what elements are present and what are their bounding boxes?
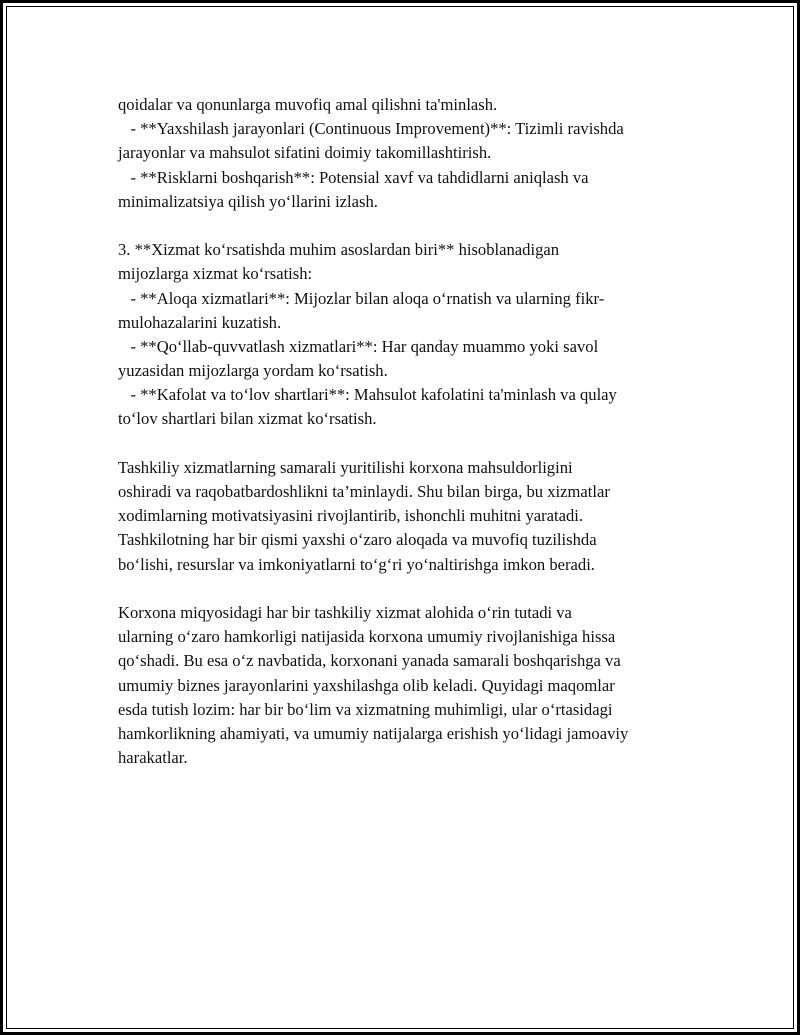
text-line: umumiy biznes jarayonlarini yaxshilashga olib keladi. Quyidagi maqomlar (118, 675, 615, 695)
text-line: mijozlarga xizmat ko‘rsatish: (118, 264, 313, 284)
text-line: oshiradi va raqobatbardoshlikni ta’minlaydi. Shu bilan birga, bu xizmatlar (118, 482, 610, 501)
paragraph-gap (118, 432, 693, 456)
text-line: - **Risklarni boshqarish**: Potensial xavf va tahdidlarni aniqlash va (118, 167, 589, 187)
text-line: minimalizatsiya qilish yo‘llarini izlash. (118, 191, 378, 211)
text-line: bo‘lishi, resurslar va imkoniyatlarni to‘g‘ri yo‘naltirishga imkon beradi. (118, 554, 595, 574)
list-2-tail (118, 93, 693, 214)
text-line: mulohazalarini kuzatish. (118, 312, 282, 332)
text-line: 3. **Xizmat ko‘rsatishda muhim asoslardan biri** hisoblanadigan (118, 240, 560, 260)
text-line: Korxona miqyosidagi har bir tashkiliy xizmat alohida o‘rin tutadi va (118, 602, 572, 622)
text-line: hamkorlikning ahamiyati, va umumiy natijalarga erishish yo‘lidagi jamoaviy (118, 723, 629, 743)
text-line: to‘lov shartlari bilan xizmat ko‘rsatish. (118, 409, 377, 429)
text-line: yuzasidan mijozlarga yordam ko‘rsatish. (118, 361, 388, 381)
text-line: - **Yaxshilash jarayonlari (Continuous Improvement)**: Tizimli ravishda (118, 119, 624, 139)
text-line: Tashkiliy xizmatlarning samarali yuritilishi korxona mahsuldorligini (118, 457, 573, 477)
text-line: esda tutish lozim: har bir bo‘lim va xizmatning muhimligi, ular o‘rtasidagi (118, 699, 613, 719)
paragraph-gap (118, 214, 693, 238)
text-line: - **Qo‘llab-quvvatlash xizmatlari**: Har qanday muammo yoki savol (118, 336, 599, 356)
text-line: Tashkilotning har bir qismi yaxshi o‘zaro aloqada va muvofiq tuzilishda (118, 530, 597, 550)
text-line: qoidalar va qonunlarga muvofiq amal qilishni ta'minlash. (118, 95, 498, 114)
paragraph-1 (118, 456, 693, 577)
text-line: ularning o‘zaro hamkorligi natijasida korxona umumiy rivojlanishiga hissa (118, 627, 616, 647)
list-3 (118, 238, 693, 432)
text-line: xodimlarning motivatsiyasini rivojlantirib, ishonchli muhitni yaratadi. (118, 506, 584, 526)
text-line: jarayonlar va mahsulot sifatini doimiy takomillashtirish. (118, 143, 492, 163)
text-line: qo‘shadi. Bu esa o‘z navbatida, korxonani yanada samarali boshqarishga va (118, 651, 621, 671)
text-line: - **Kafolat va to‘lov shartlari**: Mahsulot kafolatini ta'minlash va qulay (118, 385, 617, 405)
text-line: harakatlar. (118, 748, 188, 768)
document-body (118, 93, 693, 770)
text-line: - **Aloqa xizmatlari**: Mijozlar bilan aloqa o‘rnatish va ularning fikr- (118, 288, 605, 308)
paragraph-gap (118, 577, 693, 601)
paragraph-2 (118, 601, 693, 770)
